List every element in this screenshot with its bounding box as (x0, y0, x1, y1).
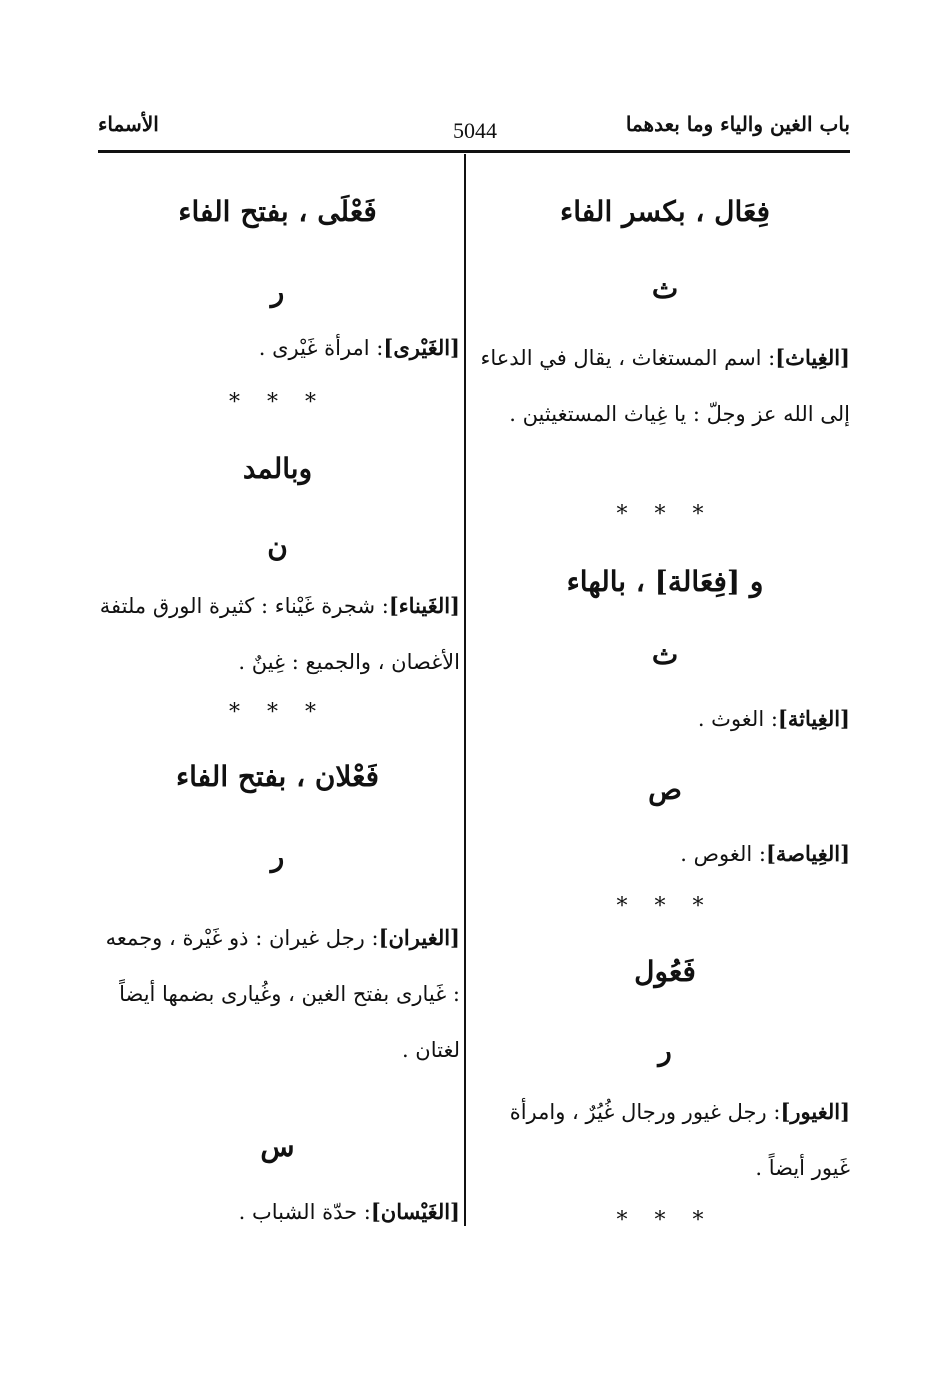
pattern-heading: فِعَال ، بكسر الفاء (560, 195, 770, 228)
pattern-heading: فَعْلَى ، بفتح الفاء (178, 195, 377, 228)
entry-headword: [الغِياصة] (765, 841, 850, 866)
column-divider (464, 154, 466, 1226)
dictionary-entry (95, 578, 460, 690)
dictionary-entry (480, 330, 850, 442)
section-separator: * * * (229, 390, 326, 415)
entry-definition: : رجل غيور ورجال غُيُرٌ ، وامرأة غَيور أيضاً . (509, 1100, 850, 1180)
section-separator: * * * (229, 700, 326, 725)
page-header (98, 112, 850, 152)
dictionary-entry (480, 1084, 850, 1196)
root-letter: ر (658, 1034, 672, 1067)
pattern-heading: وبالمد (242, 452, 313, 485)
dictionary-entry (480, 826, 850, 882)
dictionary-entry (95, 910, 460, 1078)
entry-definition: : اسم المستغاث ، يقال في الدعاء إلى الله عز وجلّ : يا غِياث المستغيثين . (480, 346, 850, 426)
dictionary-entry (95, 1184, 460, 1240)
header-rule (98, 150, 850, 153)
page-number: 5044 (453, 118, 497, 143)
entry-headword: [الغِياثة] (777, 706, 850, 731)
pattern-heading: فَعُول (634, 955, 696, 988)
pattern-heading: و [فِعَالة] ، بالهاء (566, 565, 764, 598)
chapter-title: باب الغين والياء وما بعدهما (625, 112, 850, 136)
entry-headword: [الغَيناء] (388, 593, 460, 618)
section-separator: * * * (616, 1208, 714, 1233)
entry-definition: : الغوص . (680, 842, 766, 866)
entry-definition: : امرأة غَيْرى . (258, 336, 384, 360)
dictionary-entry (480, 691, 850, 747)
entry-headword: [الغيور] (780, 1099, 850, 1124)
entry-headword: [الغِياث] (775, 345, 850, 370)
section-title: الأسماء (98, 112, 159, 136)
section-separator: * * * (616, 502, 714, 527)
root-letter: ن (267, 530, 288, 563)
entry-headword: [الغَيْرى] (383, 335, 460, 360)
root-letter: ث (651, 638, 679, 671)
section-separator: * * * (616, 894, 714, 919)
entry-definition: : شجرة غَيْناء : كثيرة الورق ملتفة الأغصان ، والجميع : غِينٌ . (99, 594, 460, 674)
entry-definition: : رجل غيران : ذو غَيْرة ، وجمعه : غَيارى بفتح الغين ، وغُيارى بضمها أيضاً لغتان . (105, 926, 460, 1062)
root-letter: س (260, 1130, 295, 1163)
entry-definition: : حدّة الشباب . (238, 1200, 371, 1224)
dictionary-entry (95, 320, 460, 376)
root-letter: ص (648, 773, 682, 806)
root-letter: ر (270, 840, 285, 873)
entry-headword: [الغَيْسان] (370, 1199, 460, 1224)
entry-definition: : الغوث . (697, 707, 778, 731)
pattern-heading: فَعْلان ، بفتح الفاء (175, 760, 380, 793)
entry-headword: [الغيران] (378, 925, 460, 950)
root-letter: ر (270, 275, 285, 308)
root-letter: ث (651, 272, 679, 305)
